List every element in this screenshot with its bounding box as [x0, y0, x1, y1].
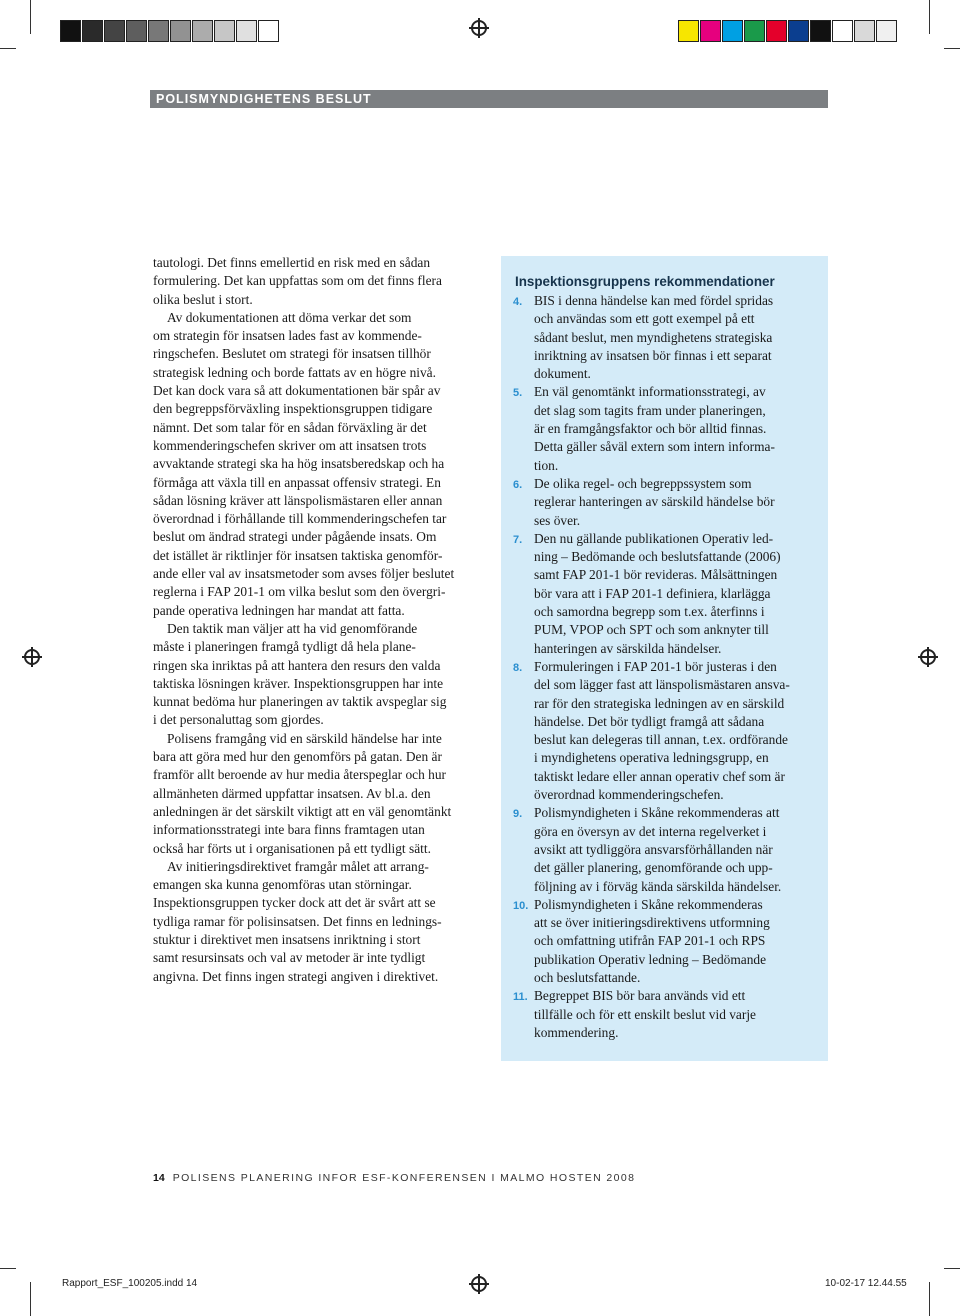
text-line: sådan lösning kräver att länspolismästaren eller annan	[153, 492, 443, 508]
text-line: En väl genomtänkt informationsstrategi, av	[534, 384, 766, 400]
page-footer	[153, 1172, 635, 1184]
recommendation-number: 11.	[513, 991, 528, 1004]
color-swatch	[258, 20, 279, 42]
slug-timestamp: 10-02-17 12.44.55	[825, 1278, 907, 1289]
recommendation-item	[513, 804, 823, 895]
text-line: om strategin för insatsen lades fast av kommende-	[153, 328, 422, 344]
text-line: Polismyndigheten i Skåne rekommenderas att	[534, 805, 780, 821]
color-swatch	[854, 20, 875, 42]
gray-color-bar	[60, 20, 280, 42]
registration-mark-icon	[920, 649, 936, 665]
color-swatch	[192, 20, 213, 42]
text-line: är en framgångsfaktor och bör alltid finnas.	[534, 421, 767, 437]
text-line: och samordna begrepp som t.ex. återfinns i	[534, 604, 765, 620]
text-line: måste i planeringen framgå tydligt då hela plane-	[153, 639, 416, 655]
recommendation-text	[534, 658, 823, 804]
text-line: det gäller planering, genomförande och upp-	[534, 860, 773, 876]
text-line: och omfattning utifrån FAP 201-1 och RPS	[534, 933, 766, 949]
text-line: ringschefen. Beslutet om strategi för insatsen tillhör	[153, 346, 431, 362]
color-swatch	[82, 20, 103, 42]
color-swatch	[214, 20, 235, 42]
text-line: Polisens framgång vid en särskild händelse har inte	[167, 730, 442, 746]
text-line: beslut om ändrad strategi under pågående insats. Om	[153, 529, 437, 545]
color-swatch	[832, 20, 853, 42]
recommendation-text	[534, 896, 823, 987]
text-line: överordnad kommenderingschefen.	[534, 787, 724, 803]
text-line: taktiska lösningen kräver. Inspektionsgruppen har inte	[153, 675, 444, 691]
text-line: inriktning av insatsen bör finnas i ett separat	[534, 347, 772, 363]
text-line: beslut kan delegeras till annan, t.ex. ordförande	[534, 732, 788, 748]
text-line: Den taktik man väljer att ha vid genomförande	[167, 620, 418, 636]
text-line: Begreppet BIS bör bara används vid ett	[534, 988, 746, 1004]
text-line: PUM, VPOP och SPT och som anknyter till	[534, 622, 769, 638]
text-line: följning av i förväg kända särskilda händelser.	[534, 878, 782, 894]
text-line: Inspektionsgruppen tycker dock att det är svårt att se	[153, 895, 436, 911]
text-line: bara att göra med hur den genomförs på gatan. Den är	[153, 749, 442, 765]
recommendation-item	[513, 475, 823, 530]
text-line: det istället är riktlinjer för insatsen taktiska genomför-	[153, 547, 443, 563]
text-line: tillfälle och för ett enskilt beslut vid varje	[534, 1006, 756, 1022]
body-paragraph	[153, 858, 483, 986]
text-line: informationsstrategi inte bara finns framtagen utan	[153, 822, 425, 838]
recommendation-text	[534, 292, 823, 383]
text-line: också har förts ut i organisationen på ett tydligt sätt.	[153, 840, 431, 856]
recommendation-text	[534, 383, 823, 474]
color-swatch	[766, 20, 787, 42]
text-line: dokument.	[534, 366, 591, 382]
recommendation-text	[534, 530, 823, 658]
text-line: det slag som tagits fram under planeringen,	[534, 402, 766, 418]
recommendation-number: 4.	[513, 296, 523, 308]
text-line: kunnat bedöma hur planeringen av taktik avspeglar sig	[153, 694, 447, 710]
text-line: Av dokumentationen att döma verkar det som	[167, 309, 412, 325]
text-line: framför allt beroende av hur media återspeglar och hur	[153, 767, 446, 783]
recommendation-item	[513, 987, 823, 1042]
recommendation-text	[534, 475, 823, 530]
recommendation-text	[534, 987, 823, 1042]
text-line: bör vara att i FAP 201-1 definiera, klarlägga	[534, 585, 771, 601]
crop-mark	[944, 48, 960, 49]
text-line: avsikt att tydliggöra ansvarsförhållanden när	[534, 841, 773, 857]
text-line: kommenderingschefen skriver om att insatsen trots	[153, 437, 427, 453]
recommendations-title: Inspektionsgruppens rekommendationer	[515, 274, 775, 289]
text-line: stuktur i direktivet men insatsens inriktning i stort	[153, 931, 421, 947]
text-line: nämnt. Det som talar för en sådan förväxling är det	[153, 419, 427, 435]
text-line: förmåga att växla till en anpassat offensiv strategi. En	[153, 474, 441, 490]
text-line: i det personaluttag som gjordes.	[153, 712, 324, 728]
recommendation-number: 7.	[513, 533, 523, 546]
recommendation-item	[513, 292, 823, 383]
text-line: avvaktande strategi ska ha hög insatsberedskap och ha	[153, 456, 445, 472]
crop-mark	[0, 48, 16, 49]
text-line: Polismyndigheten i Skåne rekommenderas	[534, 896, 763, 912]
crop-mark	[0, 1268, 16, 1269]
recommendation-number: 10.	[513, 899, 529, 912]
body-paragraph	[153, 620, 483, 730]
registration-mark-icon	[471, 20, 487, 36]
crop-mark	[929, 1282, 930, 1316]
color-swatch	[700, 20, 721, 42]
body-text-column	[153, 254, 483, 986]
recommendation-number: 8.	[513, 661, 523, 674]
text-line: publikation Operativ ledning – Bedömande	[534, 951, 767, 967]
text-line: anledningen är det särskilt viktigt att en väl genomtänkt	[153, 803, 452, 819]
section-header-bar	[150, 90, 828, 108]
slug-filename: Rapport_ESF_100205.indd 14	[62, 1278, 198, 1289]
color-swatch	[744, 20, 765, 42]
color-swatch	[104, 20, 125, 42]
text-line: och användas som ett gott exempel på ett	[534, 311, 755, 327]
recommendation-item	[513, 658, 823, 804]
section-title: POLISMYNDIGHETENS BESLUT	[156, 92, 372, 106]
recommendation-number: 5.	[513, 387, 523, 400]
color-swatch	[236, 20, 257, 42]
text-line: emangen ska kunna genomföras utan störningar.	[153, 877, 412, 893]
crop-mark	[30, 1282, 31, 1316]
text-line: Det kan dock vara så att dokumentationen bär spår av	[153, 383, 441, 399]
text-line: del som lägger fast att länspolismästaren ansva-	[534, 677, 790, 693]
recommendations-box	[501, 256, 828, 1061]
text-line: ringen ska inriktas på att hantera den resurs den valda	[153, 657, 441, 673]
text-line: strategisk ledning och borde fattats av en högre nivå.	[153, 364, 436, 380]
text-line: Formuleringen i FAP 201-1 bör justeras i den	[534, 658, 777, 674]
text-line: De olika regel- och begreppssystem som	[534, 475, 752, 491]
text-line: reglerar hanteringen av särskild händelse bör	[534, 494, 775, 510]
text-line: pande operativa ledningen har mandat att fatta.	[153, 602, 405, 618]
color-swatch	[810, 20, 831, 42]
text-line: Av initieringsdirektivet framgår målet att arrang-	[167, 858, 429, 874]
page-number: 14	[153, 1172, 165, 1184]
body-paragraph	[153, 730, 483, 858]
text-line: samt FAP 201-1 bör revideras. Målsättningen	[534, 567, 778, 583]
text-line: ses över.	[534, 512, 581, 528]
text-line: olika beslut i stort.	[153, 291, 253, 307]
text-line: tydliga ramar för polisinsatsen. Det finns en lednings-	[153, 913, 442, 929]
text-line: Detta gäller såväl extern som intern informa-	[534, 439, 775, 455]
registration-mark-icon	[471, 1276, 487, 1292]
text-line: ande eller val av insatsmetoder som avses följer beslutet	[153, 566, 455, 582]
recommendation-text	[534, 804, 823, 895]
text-line: göra en översyn av det interna regelverket i	[534, 823, 767, 839]
text-line: i myndighetens operativa ledningsgrupp, en	[534, 750, 769, 766]
text-line: formulering. Det kan uppfattas som om det finns flera	[153, 273, 442, 289]
color-swatch	[148, 20, 169, 42]
recommendation-item	[513, 896, 823, 987]
text-line: överordnad i förhållande till kommenderingschefen tar	[153, 511, 447, 527]
text-line: BIS i denna händelse kan med fördel spridas	[534, 293, 774, 308]
body-paragraph	[153, 254, 483, 309]
text-line: ning – Bedömande och beslutsfattande (2006)	[534, 549, 781, 565]
color-swatch	[126, 20, 147, 42]
color-swatch	[788, 20, 809, 42]
text-line: hanteringen av särskilda händelser.	[534, 640, 722, 656]
recommendation-item	[513, 383, 823, 474]
crop-mark	[30, 0, 31, 34]
text-line: sådant beslut, men myndighetens strategiska	[534, 329, 773, 345]
text-line: allmänheten därmed uppfattar insatsen. Av bl.a. den	[153, 785, 431, 801]
text-line: taktiskt ledare eller annan operativ chef som är	[534, 768, 785, 784]
recommendations-list	[513, 292, 823, 1042]
crop-mark	[929, 0, 930, 34]
text-line: att se över initieringsdirektivens utformning	[534, 915, 770, 931]
color-swatch	[60, 20, 81, 42]
text-line: angivna. Det finns ingen strategi angiven i direktivet.	[153, 968, 439, 984]
recommendation-number: 6.	[513, 478, 523, 491]
body-paragraph	[153, 309, 483, 620]
text-line: och beslutsfattande.	[534, 969, 641, 985]
text-line: tion.	[534, 457, 559, 473]
text-line: rar för den strategiska ledningen av en särskild	[534, 695, 785, 711]
registration-mark-icon	[24, 649, 40, 665]
cmyk-color-bar	[678, 20, 898, 42]
text-line: tautologi. Det finns emellertid en risk med en sådan	[153, 255, 431, 270]
text-line: den begreppsförväxling inspektionsgruppen tidigare	[153, 401, 433, 417]
recommendation-number: 9.	[513, 808, 523, 821]
crop-mark	[944, 1268, 960, 1269]
text-line: reglerna i FAP 201-1 om vilka beslut som den övergri-	[153, 584, 446, 600]
text-line: händelse. Det bör tydligt framgå att sådana	[534, 713, 765, 729]
color-swatch	[170, 20, 191, 42]
text-line: Den nu gällande publikationen Operativ led-	[534, 530, 774, 546]
text-line: samt resursinsats och val av metoder är inte tydligt	[153, 950, 426, 966]
text-line: kommendering.	[534, 1024, 619, 1040]
recommendation-item	[513, 530, 823, 658]
color-swatch	[678, 20, 699, 42]
running-title: POLISENS PLANERING INFOR ESF-KONFERENSEN I MALMO HOSTEN 2008	[172, 1172, 636, 1184]
color-swatch	[876, 20, 897, 42]
color-swatch	[722, 20, 743, 42]
